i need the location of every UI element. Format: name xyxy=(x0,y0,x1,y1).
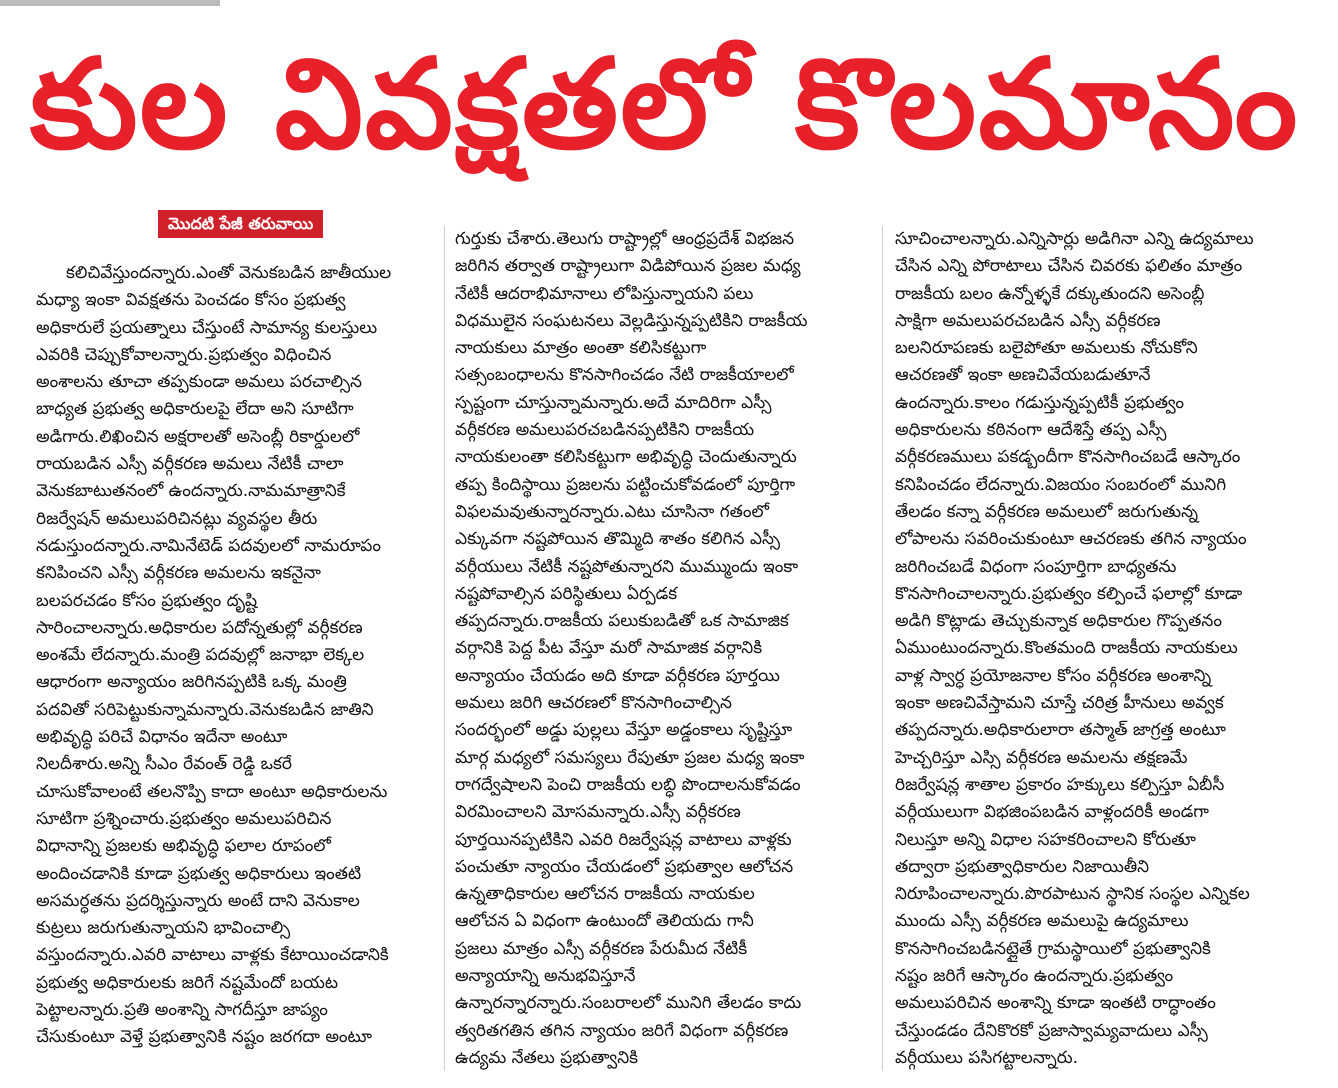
text-line: అంశమే లేదన్నారు.మంత్రి పదవుల్లో జనాభా లెక్కల xyxy=(36,645,365,666)
top-rule xyxy=(0,0,220,6)
text-line: రాగద్వేషాలని పెంచి రాజకీయ లబ్ధి పొందాలనుకోవడం xyxy=(455,774,801,795)
text-line: అన్యాయాన్ని అనుభవిస్తూనే xyxy=(455,966,636,987)
text-line: అందించడానికి కూడా ప్రభుత్వ అధికారులు ఇంతటి xyxy=(36,863,362,884)
text-line: రిజర్వేషన్ల శాతాల ప్రకారం హక్కులు కల్పిస్తూ ఏబీసీ xyxy=(895,774,1225,795)
text-line: నిలదీశారు.అన్ని సీఎం రేవంత్ రెడ్డి ఒకరే xyxy=(36,754,292,775)
text-line: అడిగారు.లిఖించిన అక్షరాలతో అసెంబ్లీ రికార్డులలో xyxy=(36,426,360,447)
text-line: అంశాలను తూచా తప్పకుండా అమలు పరచాల్సిన xyxy=(36,372,362,393)
text-line: జరిగించబడే విధంగా సంపూర్తిగా బాధ్యతను xyxy=(895,556,1177,577)
text-line: తేలడం కన్నా వర్గీకరణ అమలులో జరుగుతున్న xyxy=(895,501,1199,522)
text-line: తప్పదన్నారు.రాజకీయ పలుకుబడితో ఒక సామాజిక xyxy=(455,611,789,632)
text-line: ఉన్నతాధికారుల ఆలోచన రాజకీయ నాయకుల xyxy=(455,884,755,905)
text-line: ఏముంటుందన్నారు.కొంతమంది రాజకీయ నాయకులు xyxy=(895,638,1238,659)
text-line: బలపరచడం కోసం ప్రభుత్వం దృష్టి xyxy=(36,590,258,611)
text-line: రాయబడిన ఎస్సీ వర్గీకరణ అమలు నేటికీ చాలా xyxy=(36,454,344,475)
text-line: రిజర్వేషన్ అమలుపరిచినట్లు వ్యవస్థల తీరు xyxy=(36,508,318,529)
text-line: వెనుకబాటుతనంలో ఉందన్నారు.నామమాత్రానికే xyxy=(36,481,346,502)
text-line: తప్పదన్నారు.అధికారులారా తస్మాత్ జాగ్రత్త అంటూ xyxy=(895,720,1226,741)
text-line: కనిపించని ఎస్సీ వర్గీకరణ అమలను ఇకనైనా xyxy=(36,563,321,584)
text-line: నాయకులు మాత్రం అంతా కలిసికట్టుగా xyxy=(455,338,707,359)
text-line: మధ్యా ఇంకా వివక్షతను పెంచడం కోసం ప్రభుత్వ xyxy=(36,290,346,311)
text-line: స్పష్టంగా చూస్తున్నామన్నారు.అదే మాదిరిగా ఎస్సీ xyxy=(455,392,772,413)
text-line: విరమించాలని మోసమన్నారు.ఎస్సీ వర్గీకరణ xyxy=(455,802,741,823)
text-line: అడిగి కొట్లాడు తెచ్చుకున్నాక అధికారుల గొప్పతనం xyxy=(895,611,1222,632)
text-line: వస్తుందన్నారు.ఎవరి వాటాలు వాళ్లకు కేటాయించడానికి xyxy=(36,945,389,966)
text-line: చేస్తుండడం దేనికొరకో ప్రజాస్వామ్యవాదులు ఎస్సీ xyxy=(895,1020,1208,1041)
text-line: గుర్తుకు చేశారు.తెలుగు రాష్ట్రాల్లో ఆంధ్రప్రదేశ్ విభజన xyxy=(455,229,795,249)
text-line: హెచ్చరిస్తూ ఎస్సి వర్గీకరణ అమలను తక్షణమే xyxy=(895,747,1188,768)
text-line: ఎక్కువగా నష్టపోయిన తొమ్మిది శాతం కలిగిన ఎస్సీ xyxy=(455,529,781,550)
text-line: కుట్రలు జరుగుతున్నాయని భావించాల్సి xyxy=(36,918,291,939)
text-line: ఇంకా అణచివేస్తామని చూస్తే చరిత్ర హీనులు అవ్వక xyxy=(895,693,1224,714)
text-line: కలిచివేస్తుందన్నారు.ఎంతో వెనుకబడిన జాతీయుల xyxy=(66,263,392,283)
text-line: బలనిరూపణకు బలైపోతూ అమలుకు నోచుకోని xyxy=(895,338,1198,359)
text-line: వర్గీకరణ అమలుపరచబడినప్పటికిని రాజకీయ xyxy=(455,420,755,441)
text-line: ప్రభుత్వ అధికారులకు జరిగే నష్టమేందో బయట xyxy=(36,972,338,993)
text-line: త్వరితగతిన తగిన న్యాయం జరిగే విధంగా వర్గీకరణ xyxy=(455,1020,789,1041)
text-line: మార్గ మధ్యలో సమస్యలు రేపుతూ ప్రజల మధ్య ఇంకా xyxy=(455,747,805,768)
text-line: సందర్భంలో అడ్డు పుల్లలు వేస్తూ అడ్డంకాలు సృష్టిస్తూ xyxy=(455,720,793,741)
text-line: ప్రజలు మాత్రం ఎస్సీ వర్గీకరణ పేరుమీద నేటికీ xyxy=(455,938,748,959)
headline: కుల వివక్షతలో కొలమానం xyxy=(30,33,1300,177)
text-line: సూచించాలన్నారు.ఎన్నిసార్లు అడిగినా ఎన్ని ఉద్యమాలు xyxy=(895,229,1254,249)
text-line: అభివృద్ధి పరిచే విధానం ఇదేనా అంటూ xyxy=(36,727,288,748)
text-line: వర్గీయులుగా విభజింపబడిన వాళ్లందరికీ అండగా xyxy=(895,802,1209,823)
article-column-2 xyxy=(455,226,875,1071)
text-line: ఉన్నారన్నారన్నారు.సంబరాలలో మునిగి తేలడం కాదు xyxy=(455,993,802,1014)
text-line: అన్యాయం చేయడం అది కూడా వర్గీకరణ పూర్తయి xyxy=(455,665,780,686)
text-line: అధికారులే ప్రయత్నాలు చేస్తుంటే సామాన్య కులస్తులు xyxy=(36,317,378,338)
text-line: ఆధారంగా అన్యాయం జరిగినప్పటికి ఒక్క మంత్రి xyxy=(36,672,347,693)
text-line: ఆలోచన ఏ విధంగా ఉంటుందో తెలియదు గానీ xyxy=(455,911,754,932)
text-line: చూసుకోవాలంటే తలనొప్పి కాదా అంటూ అధికారులను xyxy=(36,781,388,802)
text-line: పూర్తయినప్పటికిని ఎవరి రిజర్వేషన్ల వాటాలు వాళ్లకు xyxy=(455,829,792,850)
text-line: విధానాన్ని ప్రజలకు అభివృద్ధి ఫలాల రూపంలో xyxy=(36,836,331,857)
text-line: నేటికీ ఆదరాభిమానాలు లోపిస్తున్నాయని పలు xyxy=(455,283,754,304)
text-line: అసమర్ధతను ప్రదర్శిస్తున్నారు అంటే దాని వెనుకాల xyxy=(36,890,360,911)
text-line: వర్గీకరణములు పకడ్బందీగా కొనసాగించబడే ఆస్కారం xyxy=(895,447,1241,468)
text-line: వర్గీయులు నేటికీ నష్టపోతున్నారని ముమ్ముందు ఇంకా xyxy=(455,556,799,577)
text-line: రాజకీయ బలం ఉన్నోళ్ళకే దక్కుతుందని అసెంబ్లీ xyxy=(895,283,1205,304)
text-line: జరిగిన తర్వాత రాష్ట్రాలుగా విడిపోయిన ప్రజల మధ్య xyxy=(455,256,801,277)
text-line: నడుస్తుందన్నారు.నామినేటెడ్ పదవులలో నామరూపం xyxy=(36,535,381,556)
text-line: నిలుస్తూ అన్ని విధాల సహకరించాలని కోరుతూ xyxy=(895,829,1196,850)
text-line: పదవితో సరిపెట్టుకున్నామన్నారు.వెనుకబడిన జాతిని xyxy=(36,699,374,720)
continued-tag: మొదటి పేజీ తరువాయి xyxy=(158,210,323,238)
text-line: వర్గానికి పెద్ద పీట వేస్తూ మరో సామాజిక వర్గానికి xyxy=(455,638,763,659)
text-line: నాయకులంతా కలిసికట్టుగా అభివృద్ధి చెందుతున్నారు xyxy=(455,447,797,468)
text-line: సాక్షిగా అమలుపరచబడిన ఎస్సీ వర్గీకరణ xyxy=(895,310,1161,331)
article-column-3 xyxy=(895,226,1315,1071)
text-line: నష్టం జరిగే ఆస్కారం ఉందన్నారు.ప్రభుత్వం xyxy=(895,966,1174,987)
text-line: సారించాలన్నారు.అధికారుల పదోన్నతుల్లో వర్గీకరణ xyxy=(36,617,363,638)
text-line: కొనసాగించాలన్నారు.ప్రభుత్వం కల్పించే ఫలాల్లో కూడా xyxy=(895,583,1243,604)
text-line: నిరూపించాలన్నారు.పొరపాటున స్థానిక సంస్థల ఎన్నికల xyxy=(895,884,1250,905)
text-line: బాధ్యత ప్రభుత్వ అధికారులపై లేదా అని సూటిగా xyxy=(36,399,354,420)
text-line: చేసుకుంటూ వెళ్తే ప్రభుత్వానికి నష్టం జరగదా అంటూ xyxy=(36,1027,373,1048)
text-line: విఫలమవుతున్నారన్నారు.ఎటు చూసినా గతంలో xyxy=(455,501,769,522)
text-line: పెట్టాలన్నారు.ప్రతి అంశాన్ని సాగదీస్తూ జాప్యం xyxy=(36,1000,328,1021)
text-line: అధికారులను కఠినంగా ఆదేశిస్తే తప్ప ఎస్సీ xyxy=(895,420,1167,441)
text-line: సూటిగా ప్రశ్నించారు.ప్రభుత్వం అమలుపరిచిన xyxy=(36,808,332,829)
text-line: కొనసాగించబడినట్లైతే గ్రామస్థాయిలో ప్రభుత్వానికి xyxy=(895,938,1211,959)
text-line: అమలు జరిగి ఆచరణలో కొనసాగించాల్సిన xyxy=(455,693,732,714)
text-line: వర్గీయులు పసిగట్టాలన్నారు. xyxy=(895,1047,1079,1068)
text-line: అమలుపరిచిన అంశాన్ని కూడా ఇంతటి రాద్ధాంతం xyxy=(895,993,1216,1014)
text-line: ఆచరణతో ఇంకా అణచివేయబడుతూనే xyxy=(895,365,1151,386)
text-line: లోపాలను సవరించుకుంటూ ఆచరణకు తగిన న్యాయం xyxy=(895,529,1247,550)
text-line: కనిపించడం లేదన్నారు.విజయం సంబరంలో మునిగి xyxy=(895,474,1227,495)
text-line: ముందు ఎస్సీ వర్గీకరణ అమలుపై ఉద్యమాలు xyxy=(895,911,1189,932)
text-line: వాళ్ల స్వార్ధ ప్రయోజనాల కోసం వర్గీకరణ అంశాన్ని xyxy=(895,665,1212,686)
text-line: విధములైన సంఘటనలు వెల్లడిస్తున్నప్పటికిని రాజకీయ xyxy=(455,310,808,331)
article-column-1 xyxy=(36,260,456,1075)
text-line: ఉందన్నారు.కాలం గడుస్తున్నప్పటికీ ప్రభుత్వం xyxy=(895,392,1184,413)
text-line: సత్సంబంధాలను కొనసాగించడం నేటి రాజకీయాలలో xyxy=(455,365,794,386)
text-line: చేసిన ఎన్ని పోరాటాలు చేసిన చివరకు ఫలితం మాత్రం xyxy=(895,256,1243,277)
text-line: నష్టపోవాల్సిన పరిస్థితులు ఏర్పడక xyxy=(455,583,678,604)
text-line: ఉద్యమ నేతలు ప్రభుత్వానికి xyxy=(455,1047,639,1068)
text-line: పంచుతూ న్యాయం చేయడంలో ప్రభుత్వాల ఆలోచన xyxy=(455,856,794,877)
text-line: తద్వారా ప్రభుత్వాధికారుల నిజాయితీని xyxy=(895,856,1150,877)
text-line: ఎవరికి చెప్పుకోవాలన్నారు.ప్రభుత్వం విధించిన xyxy=(36,344,332,365)
column-separator xyxy=(882,226,883,1071)
text-line: తప్ప కిందిస్థాయి ప్రజలను పట్టించుకోవడంలో పూర్తిగా xyxy=(455,474,796,495)
